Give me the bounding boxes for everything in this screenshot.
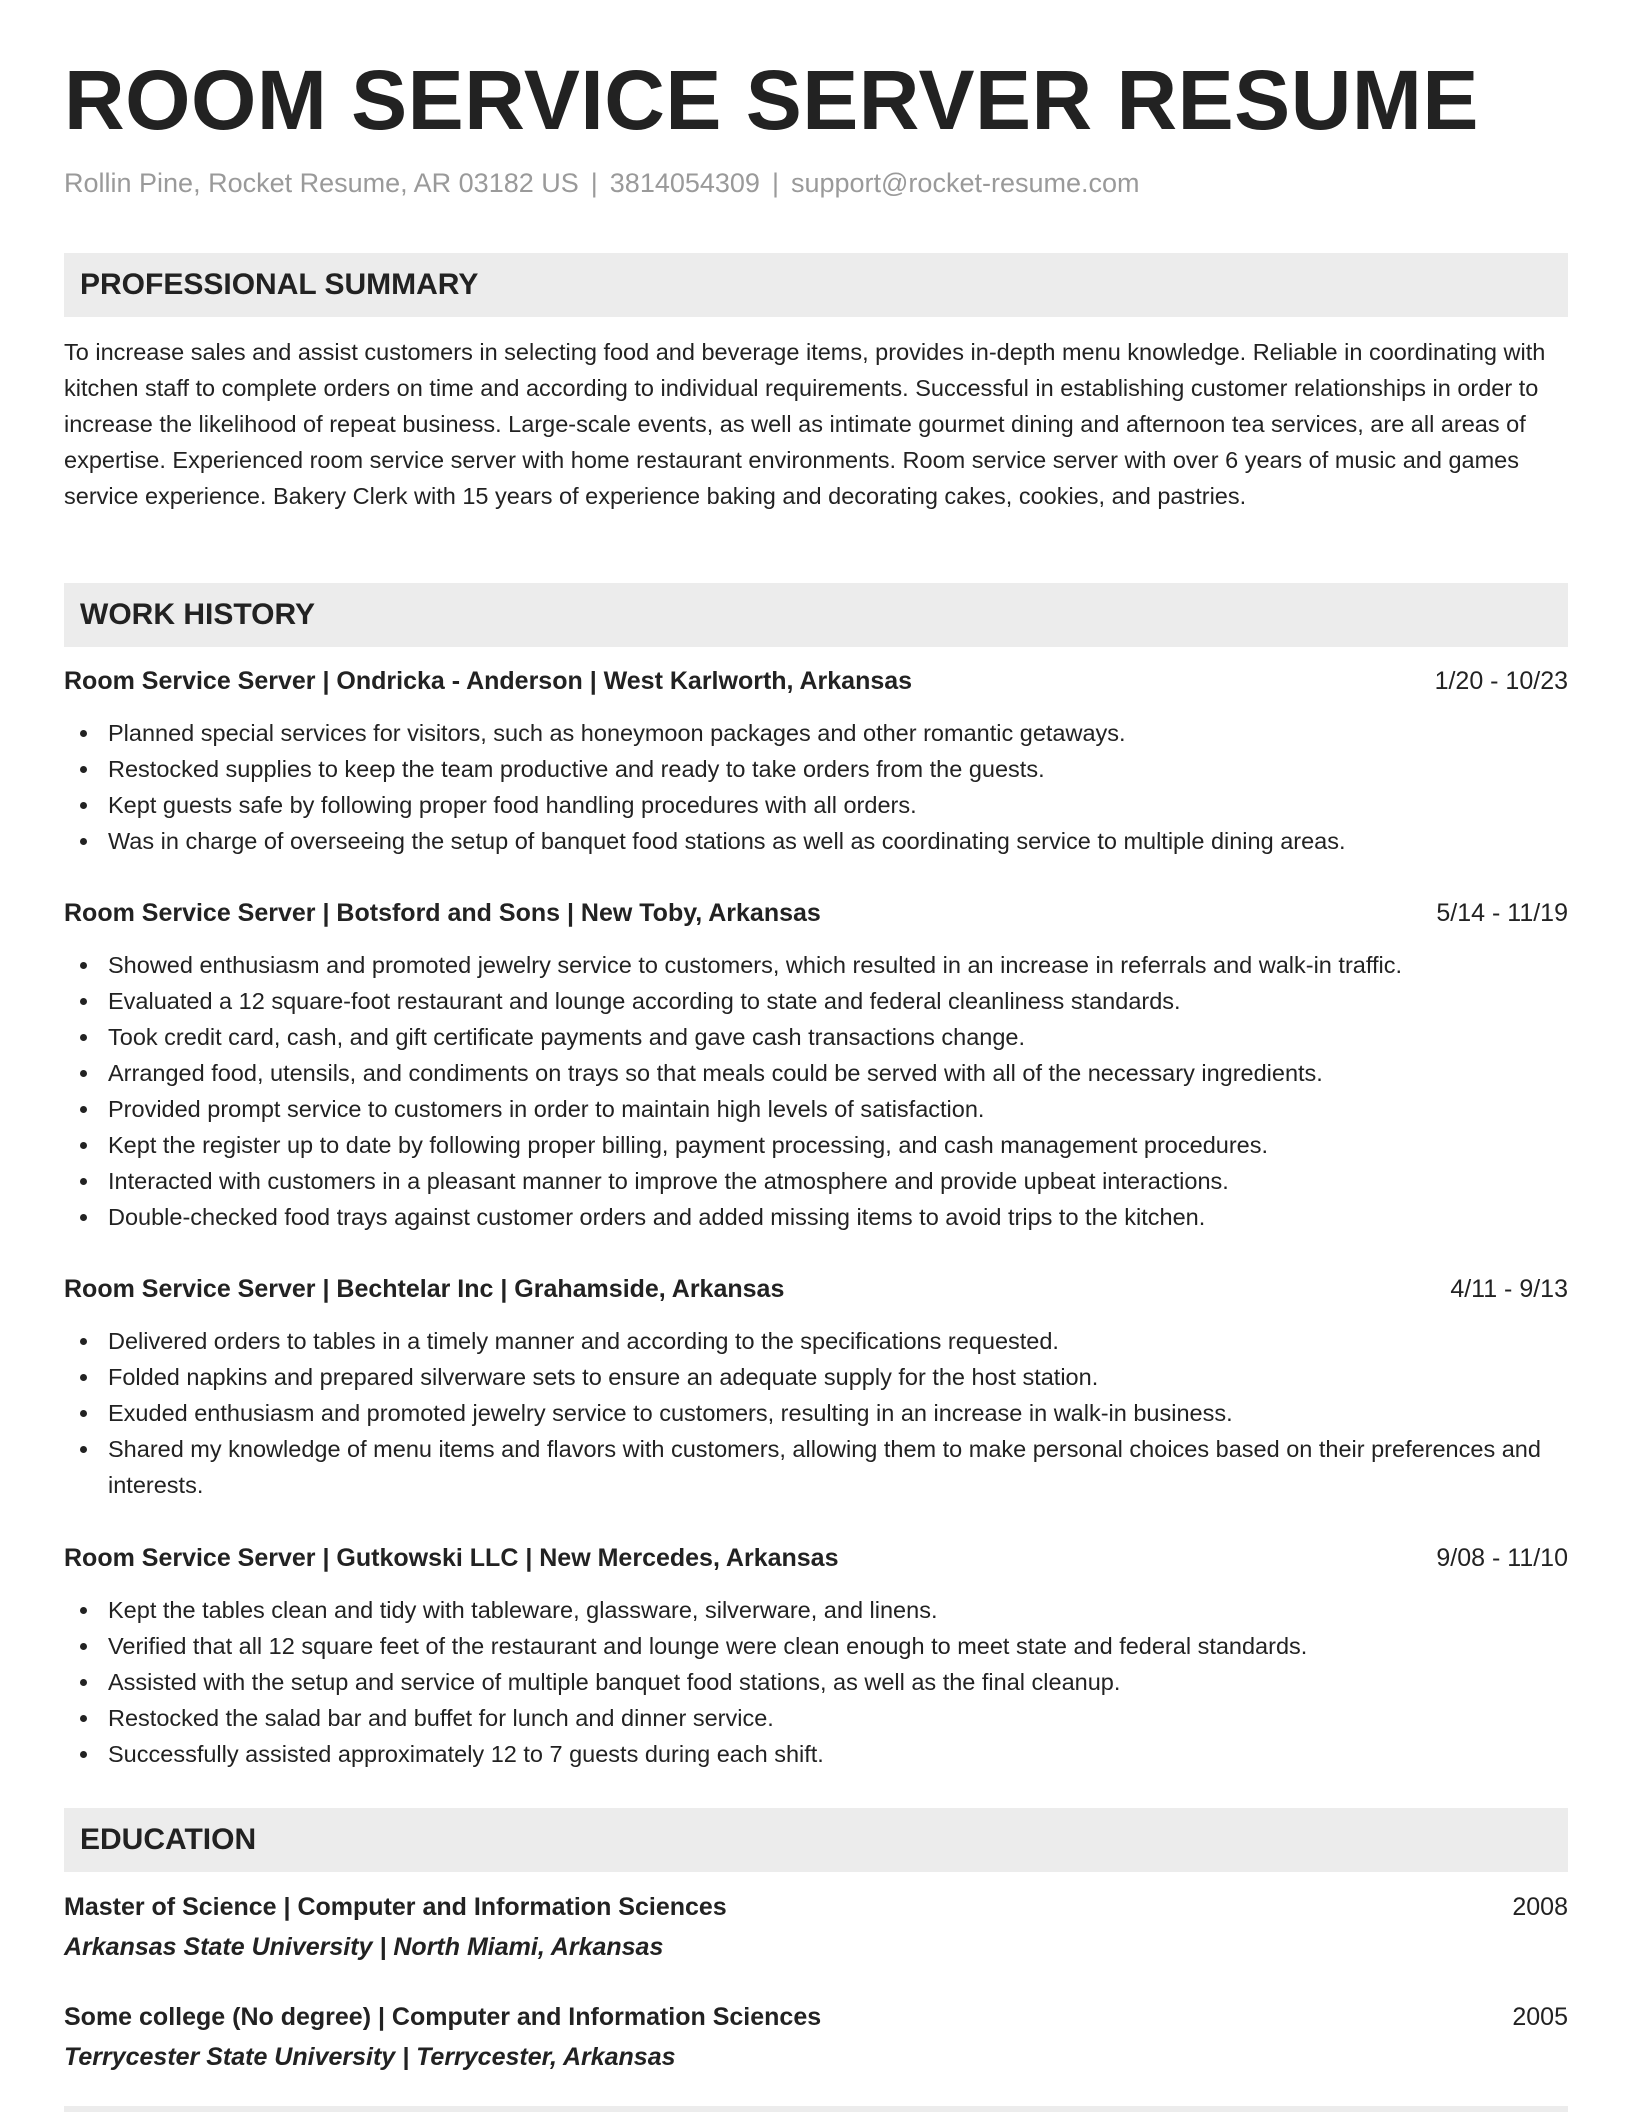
education-degree: Some college (No degree) | Computer and Information Sciences <box>64 2003 822 2031</box>
job-title: Room Service Server | Bechtelar Inc | Grahamside, Arkansas <box>64 1275 785 1303</box>
contact-address: Rollin Pine, Rocket Resume, AR 03182 US <box>64 168 579 198</box>
job-bullet: Successfully assisted approximately 12 to 7 guests during each shift. <box>64 1736 1568 1772</box>
contact-separator: | <box>771 168 779 198</box>
education-school: Terrycester State University | Terrycester, Arkansas <box>64 2043 676 2071</box>
job-header <box>64 1271 1568 1307</box>
education-header <box>64 1887 1568 1927</box>
job-header <box>64 1540 1568 1576</box>
job-bullet: Shared my knowledge of menu items and flavors with customers, allowing them to make personal choices based on their preferences and interests. <box>64 1431 1568 1503</box>
job-bullet: Restocked the salad bar and buffet for lunch and dinner service. <box>64 1700 1568 1736</box>
section-heading-summary: PROFESSIONAL SUMMARY <box>64 253 1568 317</box>
job-header <box>64 663 1568 699</box>
job-bullet: Double-checked food trays against customer orders and added missing items to avoid trips to the kitchen. <box>64 1199 1568 1235</box>
job-bullet: Restocked supplies to keep the team productive and ready to take orders from the guests. <box>64 751 1568 787</box>
job-title: Room Service Server | Ondricka - Anderson | West Karlworth, Arkansas <box>64 667 913 695</box>
job-bullet: Folded napkins and prepared silverware sets to ensure an adequate supply for the host station. <box>64 1359 1568 1395</box>
job-bullet-list <box>64 1592 1568 1772</box>
job-bullet: Kept guests safe by following proper food handling procedures with all orders. <box>64 787 1568 823</box>
job-bullet: Exuded enthusiasm and promoted jewelry service to customers, resulting in an increase in walk-in business. <box>64 1395 1568 1431</box>
education-school: Arkansas State University | North Miami, Arkansas <box>64 1933 664 1961</box>
job-bullet: Assisted with the setup and service of multiple banquet food stations, as well as the final cleanup. <box>64 1664 1568 1700</box>
contact-phone: 3814054309 <box>609 168 760 198</box>
education-header <box>64 1997 1568 2037</box>
job-bullet-list <box>64 947 1568 1235</box>
job-bullet: Evaluated a 12 square-foot restaurant and lounge according to state and federal cleanliness standards. <box>64 983 1568 1019</box>
job-bullet-list <box>64 715 1568 859</box>
job-entry <box>64 1540 1568 1772</box>
job-bullet: Showed enthusiasm and promoted jewelry service to customers, which resulted in an increase in referrals and walk-in traffic. <box>64 947 1568 983</box>
job-dates: 9/08 - 11/10 <box>1436 1544 1568 1572</box>
section-heading-education: EDUCATION <box>64 1808 1568 1872</box>
education-entry <box>64 1997 1568 2077</box>
job-entry <box>64 1271 1568 1503</box>
job-entry <box>64 663 1568 859</box>
job-bullet: Planned special services for visitors, such as honeymoon packages and other romantic getaways. <box>64 715 1568 751</box>
section-heading-work-history: WORK HISTORY <box>64 583 1568 647</box>
summary-text: To increase sales and assist customers in selecting food and beverage items, provides in-depth menu knowledge. Reliable in coordinating with kitchen staff to complete orders on time and according to individual requirements. Successful in establishing customer relationships in order to increase the likelihood of repeat business. Large-scale events, as well as intimate gourmet dining and afternoon tea services, are all areas of expertise. Experienced room service server with home restaurant environments. Room service server with over 6 years of music and games service experience. Bakery Clerk with 15 years of experience baking and decorating cakes, cookies, and pastries. <box>64 339 1546 509</box>
job-bullet: Took credit card, cash, and gift certificate payments and gave cash transactions change. <box>64 1019 1568 1055</box>
job-entry <box>64 895 1568 1235</box>
education-year: 2008 <box>1512 1893 1568 1921</box>
job-header <box>64 895 1568 931</box>
contact-email: support@rocket-resume.com <box>790 168 1140 198</box>
job-bullet-list <box>64 1323 1568 1503</box>
job-bullet: Arranged food, utensils, and condiments on trays so that meals could be served with all of the necessary ingredients. <box>64 1055 1568 1091</box>
education-entry <box>64 1887 1568 1967</box>
job-dates: 4/11 - 9/13 <box>1450 1275 1568 1303</box>
job-bullet: Delivered orders to tables in a timely manner and according to the specifications requested. <box>64 1323 1568 1359</box>
education-year: 2005 <box>1512 2003 1568 2031</box>
job-dates: 1/20 - 10/23 <box>1434 667 1568 695</box>
job-dates: 5/14 - 11/19 <box>1436 899 1568 927</box>
job-bullet: Kept the register up to date by following proper billing, payment processing, and cash management procedures. <box>64 1127 1568 1163</box>
job-bullet: Verified that all 12 square feet of the restaurant and lounge were clean enough to meet state and federal standards. <box>64 1628 1568 1664</box>
education-degree: Master of Science | Computer and Information Sciences <box>64 1893 727 1921</box>
job-title: Room Service Server | Botsford and Sons | New Toby, Arkansas <box>64 899 821 927</box>
contact-separator: | <box>590 168 598 198</box>
section-divider <box>64 2106 1568 2112</box>
job-bullet: Kept the tables clean and tidy with tableware, glassware, silverware, and linens. <box>64 1592 1568 1628</box>
job-bullet: Provided prompt service to customers in order to maintain high levels of satisfaction. <box>64 1091 1568 1127</box>
resume-title: ROOM SERVICE SERVER RESUME <box>64 53 1479 147</box>
job-bullet: Interacted with customers in a pleasant manner to improve the atmosphere and provide upbeat interactions. <box>64 1163 1568 1199</box>
job-bullet: Was in charge of overseeing the setup of banquet food stations as well as coordinating service to multiple dining areas. <box>64 823 1568 859</box>
job-title: Room Service Server | Gutkowski LLC | New Mercedes, Arkansas <box>64 1544 839 1572</box>
contact-line <box>64 168 1140 199</box>
